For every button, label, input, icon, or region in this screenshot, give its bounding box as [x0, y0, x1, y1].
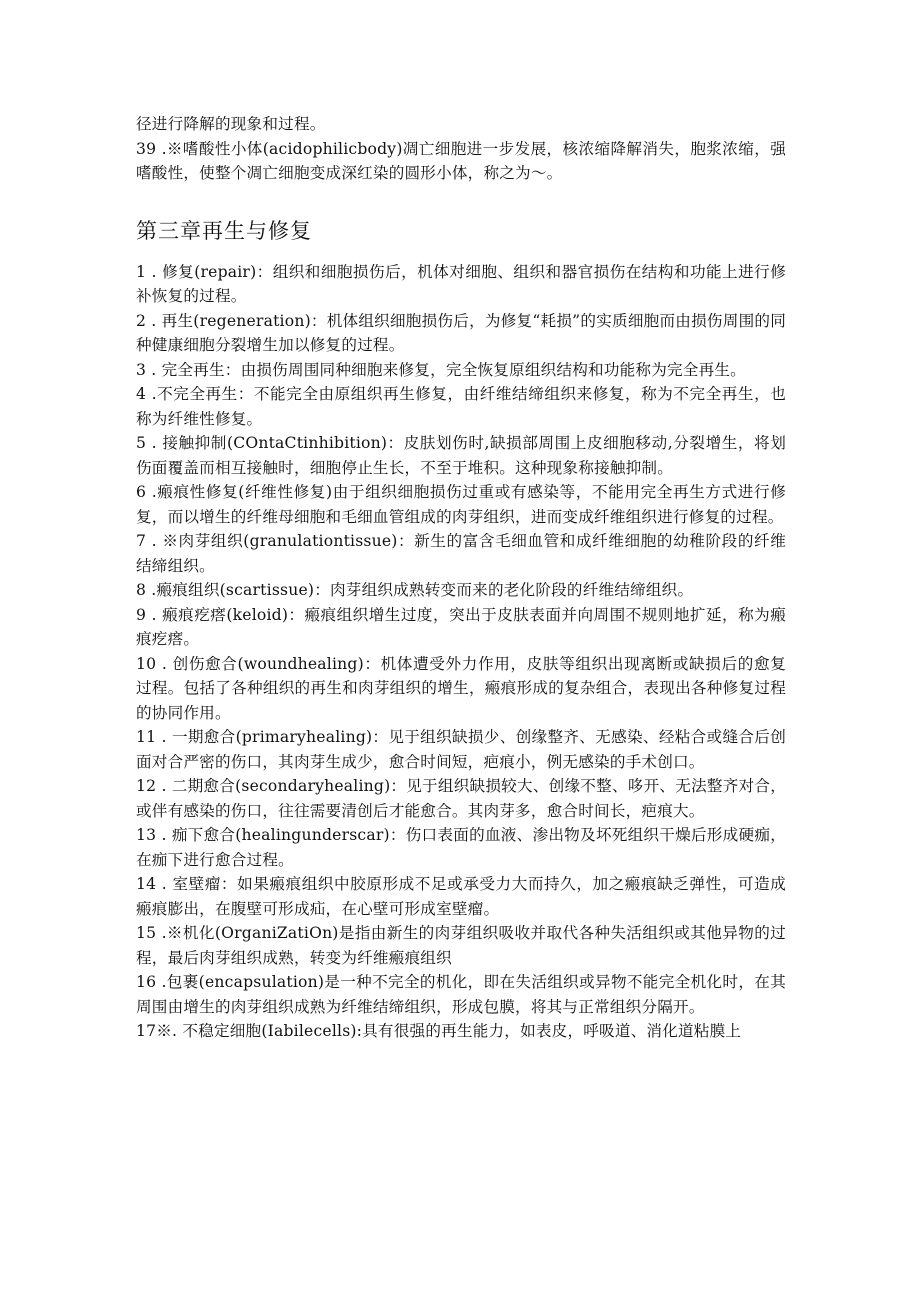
item-definition: 凋亡细胞进一步发展，核浓缩降解消失，胞浆浓缩，强嗜酸性，使整个凋亡细胞变成深红染的圆形小体，称之为～。 [136, 139, 786, 182]
item-term: . 接触抑制(COntaCtinhibition)： [146, 434, 404, 452]
definition-item-13 [136, 823, 786, 872]
item-number: 10 [136, 654, 157, 673]
item-definition: 组织和细胞损伤后，机体对细胞、组织和器官损伤在结构和功能上进行修补恢复的过程。 [136, 262, 786, 305]
document-content [136, 112, 786, 1044]
chapter-title: 第三章再生与修复 [136, 218, 312, 243]
item-number: 14 [136, 875, 157, 893]
item-definition: 由损伤周围同种细胞来修复，完全恢复原组织结构和功能称为完全再生。 [240, 360, 746, 379]
item-definition: 见于组织缺损少、创缘整齐、无感染、经粘合或缝合后创面对合严密的伤口，其肉芽生成少，愈合时间短，疤痕小，例无感染的手术创口。 [136, 728, 786, 771]
definition-item-16 [136, 970, 786, 1019]
item-number: 4 [136, 385, 147, 403]
definition-item-15 [136, 921, 786, 970]
item-definition: 由于组织细胞损伤过重或有感染等，不能用完全再生方式进行修复，而以增生的纤维母细胞和毛细血管组成的肉芽组织，进而变成纤维组织进行修复的过程。 [136, 483, 786, 526]
definition-item-11 [136, 725, 786, 774]
item-definition: 如果瘢痕组织中胶原形成不足或承受力大而持久，加之瘢痕缺乏弹性，可造成瘢痕膨出，在腹壁可形成疝，在心壁可形成室壁瘤。 [136, 875, 786, 918]
item-number: 2 [136, 311, 147, 330]
item-term: . 二期愈合(secondaryhealing)： [156, 777, 407, 795]
item-definition: 肉芽组织成熟转变而来的老化阶段的纤维结缔组织。 [330, 581, 694, 599]
item-number: 1 [136, 262, 147, 281]
item-definition: 见于组织缺损较大、创缘不整、哆开、无法整齐对合，或伴有感染的伤口，往往需要清创后才能愈合。其肉芽多，愈合时间长，疤痕大。 [136, 777, 786, 820]
definition-item-7 [136, 529, 786, 578]
definition-item-8 [136, 578, 786, 603]
item-term: . 再生(regeneration)： [146, 311, 327, 330]
definition-item-14 [136, 872, 786, 921]
item-term: . 创伤愈合(woundhealing)： [156, 654, 381, 673]
item-definition: 机体组织细胞损伤后，为修复“耗损”的实质细胞而由损伤周围的同种健康细胞分裂增生加以修复的过程。 [136, 311, 786, 354]
item-number: 6 [136, 483, 147, 501]
item-definition: 机体遭受外力作用，皮肤等组织出现离断或缺损后的愈复过程。包括了各种组织的再生和肉芽组织的增生，瘢痕形成的复杂组合，表现出各种修复过程的协同作用。 [136, 654, 786, 722]
item-term: . 完全再生： [146, 360, 241, 379]
item-number: 17※ [136, 1022, 173, 1040]
item-term: .不完全再生： [146, 385, 254, 403]
item-term: .瘢痕组织(scartissue)： [146, 581, 330, 599]
item-term: . 一期愈合(primaryhealing)： [156, 728, 389, 746]
item-number: 39 [136, 139, 157, 158]
item-term: . 痂下愈合(healingunderscar)： [156, 826, 406, 844]
definition-item-4 [136, 382, 786, 431]
definition-item-17 [136, 1019, 786, 1044]
definition-item-10 [136, 652, 786, 726]
item-definition: 具有很强的再生能力，如表皮，呼吸道、消化道粘膜上 [362, 1022, 742, 1040]
definition-item-2 [136, 309, 786, 358]
item-definition: 是指由新生的肉芽组织吸收并取代各种失活组织或其他异物的过程，最后肉芽组织成熟，转变为纤维瘢痕组织 [136, 924, 786, 967]
item-term: .包裹(encapsulation) [156, 973, 325, 991]
item-term: .※嗜酸性小体(acidophilicbody) [156, 139, 403, 158]
item-number: 5 [136, 434, 147, 452]
definition-item-1 [136, 260, 786, 309]
definition-item-12 [136, 774, 786, 823]
item-number: 12 [136, 777, 157, 795]
item-definition: 伤口表面的血液、渗出物及坏死组织干燥后形成硬痂，在痂下进行愈合过程。 [136, 826, 786, 869]
item-definition: 不能完全由原组织再生修复，由纤维结缔组织来修复，称为不完全再生，也称为纤维性修复。 [136, 385, 786, 428]
item-term: . 修复(repair)： [146, 262, 273, 281]
item-number: 9 [136, 605, 147, 624]
definition-list [136, 260, 786, 1044]
definition-item-6 [136, 480, 786, 529]
item-definition: 皮肤划伤时,缺损部周围上皮细胞移动,分裂增生，将划伤面覆盖而相互接触时，细胞停止生长，不至于堆积。这种现象称接触抑制。 [136, 434, 786, 477]
item-term: . 室壁瘤： [156, 875, 238, 893]
definition-item-5 [136, 431, 786, 480]
item-definition: 是一种不完全的机化，即在失活组织或异物不能完全机化时，在其周围由增生的肉芽组织成熟为纤维结缔组织，形成包膜，将其与正常组织分隔开。 [136, 973, 786, 1016]
item-term: . 不稳定细胞(Iabilecells): [172, 1022, 363, 1040]
item-number: 11 [136, 728, 157, 746]
item-term: .※机化(OrganiZatiOn) [156, 924, 339, 942]
item-number: 3 [136, 360, 147, 379]
item-number: 7 [136, 532, 147, 550]
definition-item-9 [136, 603, 786, 652]
item-number: 8 [136, 581, 147, 599]
item-definition: 瘢痕组织增生过度，突出于皮肤表面并向周围不规则地扩延，称为瘢痕疙瘩。 [136, 605, 786, 648]
item-term: . 瘢痕疙瘩(keloid)： [146, 605, 305, 624]
definition-item-3 [136, 358, 786, 383]
intro-continuation: 径进行降解的现象和过程。 [136, 115, 326, 133]
item-number: 15 [136, 924, 157, 942]
item-number: 13 [136, 826, 157, 844]
item-definition: 新生的富含毛细血管和成纤维细胞的幼稚阶段的纤维结缔组织。 [136, 532, 786, 575]
definition-item-39 [136, 137, 786, 186]
item-number: 16 [136, 973, 157, 991]
item-term: .瘢痕性修复(纤维性修复) [146, 483, 333, 501]
item-term: . ※肉芽组织(granulationtissue)： [146, 532, 415, 550]
